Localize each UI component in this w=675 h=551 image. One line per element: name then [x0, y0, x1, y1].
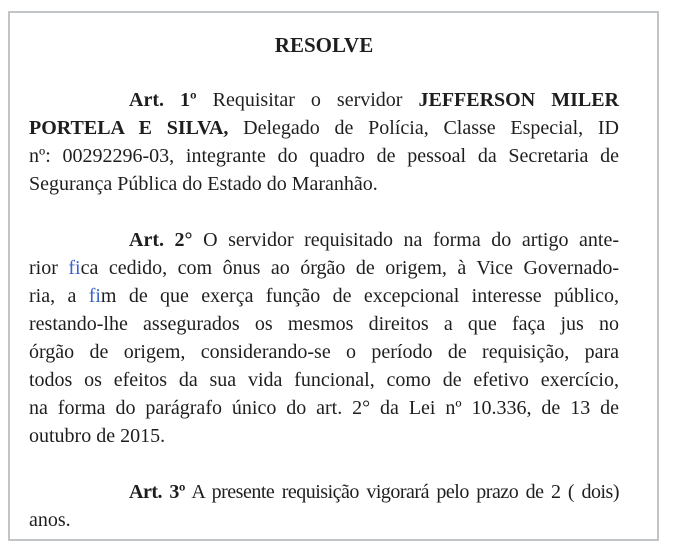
- body-text: Segurança Pública do Estado do Maranhão.: [29, 173, 378, 195]
- body-text: m de que exerça função de excepcional interesse público,: [100, 285, 619, 307]
- text-line: [29, 170, 619, 198]
- paragraph-art-3: [29, 478, 619, 534]
- bold-text: Art. 1º: [129, 89, 197, 111]
- text-line: [29, 142, 619, 170]
- text-line: [29, 310, 619, 338]
- body-text: órgão de origem, considerando-se o período de requisição, para: [29, 341, 619, 363]
- text-line: [29, 338, 619, 366]
- body-text: ca cedido, com ônus ao órgão de origem, à Vice Governado-: [80, 257, 619, 279]
- text-line: [29, 114, 619, 142]
- body-text: outubro de 2015.: [29, 425, 166, 447]
- body-text: Delegado de Polícia, Classe Especial, ID: [228, 117, 619, 139]
- text-line: [29, 422, 619, 450]
- body-text: na forma do parágrafo único do art. 2° da Lei nº 10.336, de 13 de: [29, 397, 619, 419]
- body-text: restando-lhe assegurados os mesmos direitos a que faça jus no: [29, 313, 619, 335]
- body-text: A presente requisição vigorará pelo prazo de 2 ( dois): [185, 481, 619, 503]
- document-content: [29, 31, 619, 534]
- text-line: [29, 366, 619, 394]
- body-text: O servidor requisitado na forma do artigo ante-: [192, 229, 619, 251]
- text-line: [29, 254, 619, 282]
- fi-ligature-text: fi: [88, 285, 101, 307]
- text-line: [29, 86, 619, 114]
- text-line: [29, 226, 619, 254]
- paragraph-art-2: [29, 226, 619, 450]
- bold-text: Art. 3º: [129, 481, 186, 503]
- body-text: nº: 00292296-03, integrante do quadro de pessoal da Secretaria de: [29, 145, 619, 167]
- body-text: rior: [29, 257, 69, 279]
- document-frame: [8, 11, 659, 541]
- document-title: RESOLVE: [274, 33, 374, 57]
- bold-text: Art. 2°: [129, 229, 193, 251]
- body-text: anos.: [29, 509, 71, 531]
- text-line: [29, 394, 619, 422]
- text-line: [29, 282, 619, 310]
- document-body: [29, 86, 619, 534]
- body-text: todos os efeitos da sua vida funcional, como de efetivo exercício,: [29, 369, 619, 391]
- text-line: [29, 478, 619, 506]
- bold-text: JEFFERSON MILER: [418, 89, 619, 111]
- body-text: Requisitar o servidor: [196, 89, 419, 111]
- body-text: ria, a: [29, 285, 89, 307]
- bold-text: PORTELA E SILVA,: [29, 117, 229, 139]
- paragraph-art-1: [29, 86, 619, 198]
- text-line: [29, 506, 619, 534]
- fi-ligature-text: fi: [68, 257, 81, 279]
